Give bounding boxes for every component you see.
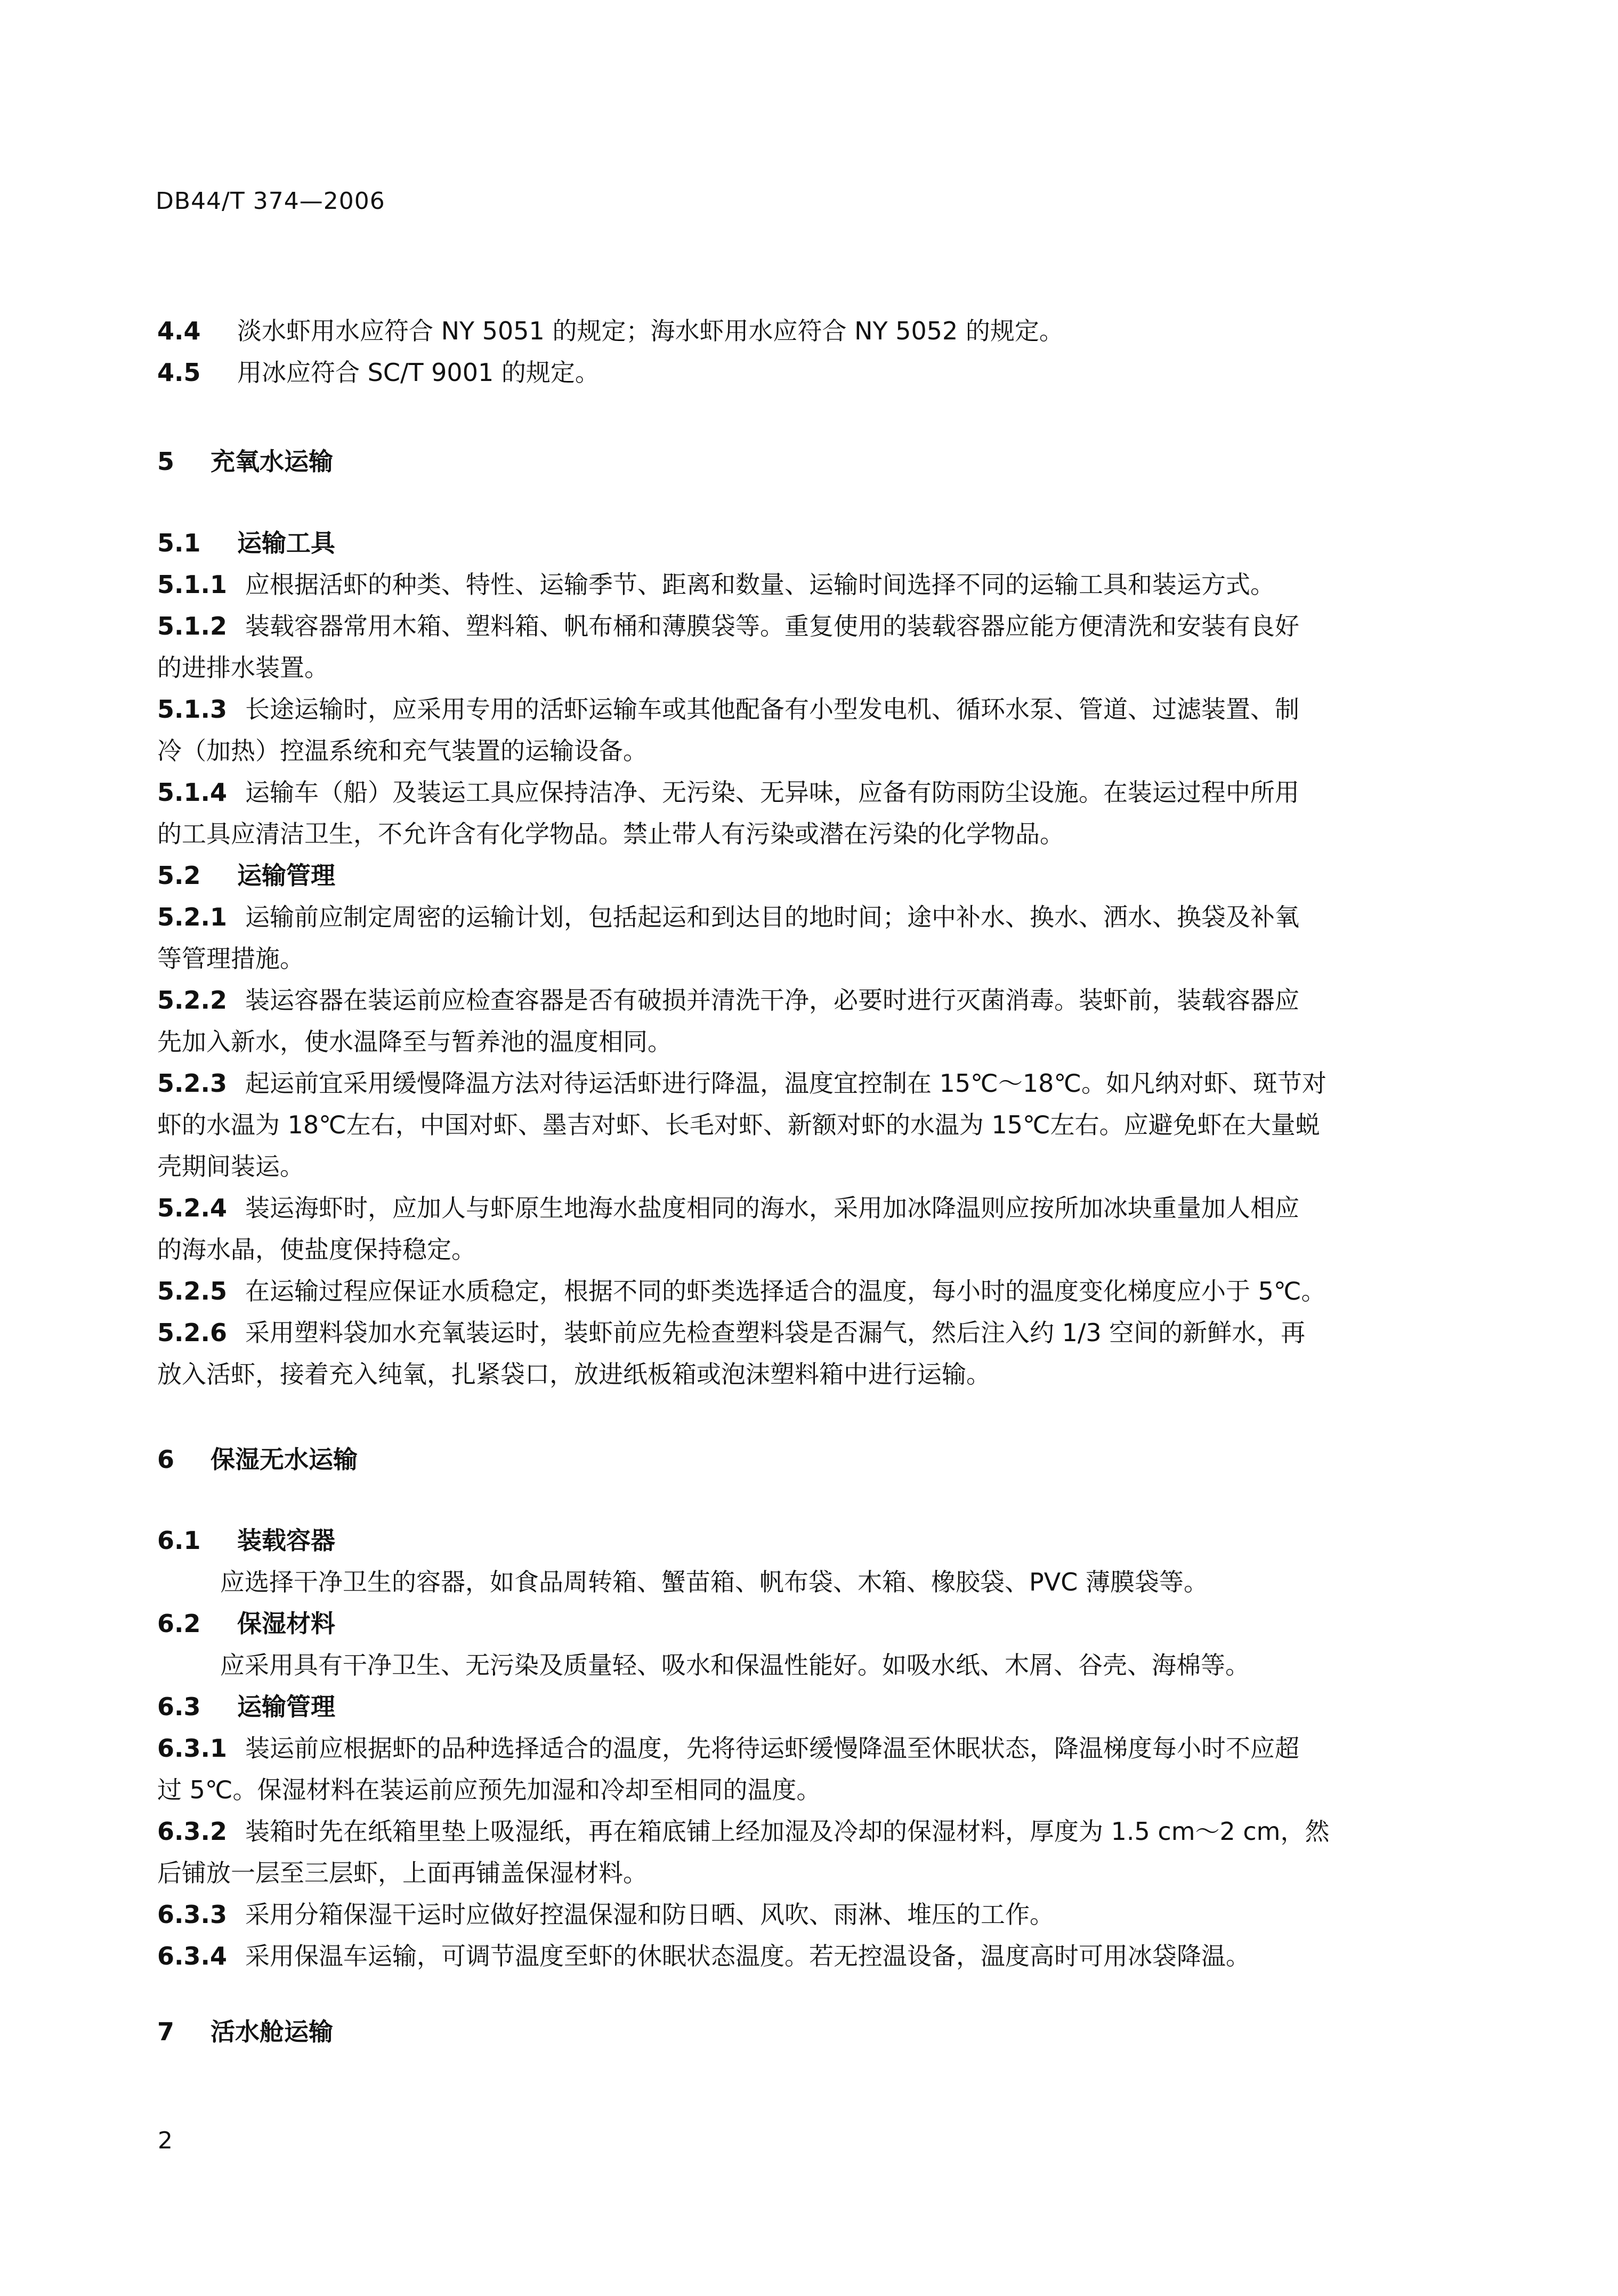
clause-number: 5.2.3 — [157, 1069, 227, 1098]
clause-6-3-1 — [157, 1727, 1330, 1769]
clause-6-3-2 — [157, 1811, 1330, 1852]
clause-number: 5.1.4 — [157, 778, 227, 807]
section-title: 活水舱运输 — [211, 2017, 333, 2046]
section-title: 运输管理 — [237, 1692, 335, 1721]
section-6-2-body: 应采用具有干净卫生、无污染及质量轻、吸水和保温性能好。如吸水纸、木屑、谷壳、海棉等。 — [220, 1651, 1250, 1680]
clause-5-2-6 — [157, 1312, 1326, 1353]
clause-number: 6.3.3 — [157, 1900, 227, 1929]
section-title: 保湿材料 — [237, 1609, 335, 1638]
clause-number: 5.1.2 — [157, 612, 227, 640]
clause-text: 运输车（船）及装运工具应保持洁净、无污染、无异味，应备有防雨防尘设施。在装运过程中所用 — [245, 778, 1299, 807]
clause-text: 起运前宜采用缓慢降温方法对待运活虾进行降温，温度宜控制在 15℃～18℃。如凡纳对虾、斑节对 — [245, 1069, 1327, 1098]
standard-code: DB44/T 374—2006 — [156, 188, 385, 215]
section-number: 6.2 — [157, 1609, 201, 1638]
section-6-heading — [157, 1439, 358, 1480]
clause-text: 装运海虾时，应加人与虾原生地海水盐度相同的海水，采用加冰降温则应按所加冰块重量加人相应 — [245, 1194, 1299, 1222]
clause-text: 采用分箱保湿干运时应做好控温保湿和防日晒、风吹、雨淋、堆压的工作。 — [245, 1900, 1054, 1929]
clause-5-1-1 — [157, 564, 1326, 605]
clause-text: 用冰应符合 SC/T 9001 的规定。 — [237, 358, 600, 387]
clause-number: 5.2.1 — [157, 903, 227, 931]
clause-5-2-1 — [157, 896, 1326, 938]
clause-5-1-4-cont: 的工具应清洁卫生，不允许含有化学物品。禁止带人有污染或潜在污染的化学物品。 — [157, 820, 1064, 848]
page-number: 2 — [158, 2127, 173, 2154]
section-6-1-body: 应选择干净卫生的容器，如食品周转箱、蟹苗箱、帆布袋、木箱、橡胶袋、PVC 薄膜袋等。 — [220, 1568, 1208, 1596]
clause-text: 装运容器在装运前应检查容器是否有破损并清洗干净，必要时进行灭菌消毒。装虾前，装载容器应 — [245, 986, 1299, 1015]
clause-5-2-1-cont: 等管理措施。 — [157, 944, 304, 973]
clause-text: 装箱时先在纸箱里垫上吸湿纸，再在箱底铺上经加湿及冷却的保湿材料，厚度为 1.5 cm～2 cm，然 — [245, 1817, 1330, 1846]
section-6-2-heading — [157, 1603, 1330, 1644]
section-title: 运输工具 — [237, 529, 335, 557]
clause-number: 6.3.4 — [157, 1942, 227, 1970]
clause-text: 运输前应制定周密的运输计划，包括起运和到达目的地时间；途中补水、换水、洒水、换袋及补氧 — [245, 903, 1299, 931]
clause-6-3-2-cont: 后铺放一层至三层虾，上面再铺盖保湿材料。 — [157, 1859, 648, 1887]
section-5-heading — [157, 441, 333, 482]
clause-4-4 — [157, 310, 1064, 352]
clause-5-2-4 — [157, 1187, 1326, 1229]
clause-5-1-3 — [157, 688, 1326, 730]
section-number: 5.1 — [157, 529, 201, 557]
section-6-3-heading — [157, 1686, 1330, 1727]
section-title: 运输管理 — [237, 861, 335, 890]
section-5-2-heading — [157, 855, 1326, 896]
clause-5-2-5 — [157, 1270, 1326, 1312]
clause-text: 长途运输时，应采用专用的活虾运输车或其他配备有小型发电机、循环水泵、管道、过滤装置、制 — [245, 695, 1299, 724]
clause-number: 5.1.3 — [157, 695, 227, 724]
clause-5-2-3 — [157, 1062, 1326, 1104]
section-6-1-heading — [157, 1520, 1330, 1561]
section-number: 5.2 — [157, 861, 201, 890]
section-title: 充氧水运输 — [211, 447, 333, 476]
clause-6-3-4 — [157, 1935, 1330, 1977]
clause-number: 5.2.6 — [157, 1318, 227, 1347]
clause-text: 采用保温车运输，可调节温度至虾的休眠状态温度。若无控温设备，温度高时可用冰袋降温。 — [245, 1942, 1250, 1970]
clause-4-5 — [157, 352, 1064, 393]
section-title: 装载容器 — [237, 1526, 335, 1555]
clause-5-1-2-cont: 的进排水装置。 — [157, 653, 329, 682]
clause-text: 装载容器常用木箱、塑料箱、帆布桶和薄膜袋等。重复使用的装载容器应能方便清洗和安装有良好 — [245, 612, 1299, 640]
clause-text: 在运输过程应保证水质稳定，根据不同的虾类选择适合的温度，每小时的温度变化梯度应小于 5℃。 — [245, 1277, 1326, 1305]
clause-5-1-4 — [157, 772, 1326, 813]
clause-6-3-1-cont: 过 5℃。保湿材料在装运前应预先加湿和冷却至相同的温度。 — [157, 1775, 821, 1804]
section-number: 5 — [157, 447, 175, 476]
clause-5-2-3-cont: 虾的水温为 18℃左右，中国对虾、墨吉对虾、长毛对虾、新额对虾的水温为 15℃左右。应避免虾在大量蜕 — [157, 1110, 1320, 1139]
clause-number: 6.3.1 — [157, 1734, 227, 1763]
clause-text: 装运前应根据虾的品种选择适合的温度，先将待运虾缓慢降温至休眠状态，降温梯度每小时不应超 — [245, 1734, 1299, 1763]
clause-text: 应根据活虾的种类、特性、运输季节、距离和数量、运输时间选择不同的运输工具和装运方式。 — [245, 570, 1275, 599]
clause-number: 5.2.5 — [157, 1277, 227, 1305]
clause-5-2-3-cont: 壳期间装运。 — [157, 1152, 304, 1181]
section-5-1-heading — [157, 522, 1326, 564]
clause-number: 5.1.1 — [157, 570, 227, 599]
clause-text: 采用塑料袋加水充氧装运时，装虾前应先检查塑料袋是否漏气，然后注入约 1/3 空间的新鲜水，再 — [245, 1318, 1306, 1347]
clause-number: 6.3.2 — [157, 1817, 227, 1846]
section-number: 6 — [157, 1445, 175, 1474]
section-number: 6.1 — [157, 1526, 201, 1555]
clause-number: 5.2.2 — [157, 986, 227, 1015]
clause-5-1-3-cont: 冷（加热）控温系统和充气装置的运输设备。 — [157, 736, 648, 765]
clause-5-1-2 — [157, 605, 1326, 647]
clause-text: 淡水虾用水应符合 NY 5051 的规定；海水虾用水应符合 NY 5052 的规定。 — [237, 317, 1064, 345]
clause-5-2-2 — [157, 979, 1326, 1021]
clause-number: 4.5 — [157, 358, 201, 387]
section-title: 保湿无水运输 — [211, 1445, 358, 1474]
section-number: 6.3 — [157, 1692, 201, 1721]
clause-number: 4.4 — [157, 317, 201, 345]
clause-6-3-3 — [157, 1894, 1330, 1935]
clause-5-2-4-cont: 的海水晶，使盐度保持稳定。 — [157, 1235, 476, 1264]
section-number: 7 — [157, 2017, 175, 2046]
clause-number: 5.2.4 — [157, 1194, 227, 1222]
clause-5-2-6-cont: 放入活虾，接着充入纯氧，扎紧袋口，放进纸板箱或泡沫塑料箱中进行运输。 — [157, 1360, 991, 1389]
clause-5-2-2-cont: 先加入新水，使水温降至与暂养池的温度相同。 — [157, 1027, 672, 1056]
section-7-heading — [157, 2011, 333, 2052]
